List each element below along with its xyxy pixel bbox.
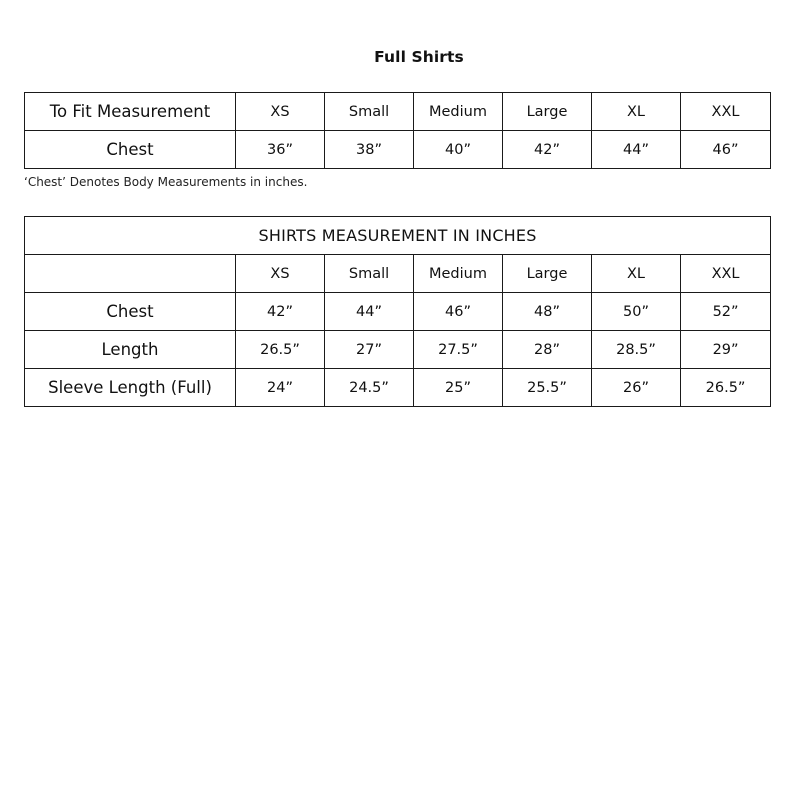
- caption-row: [25, 217, 771, 255]
- size-header-xl: XL: [592, 93, 681, 131]
- table-cell: 28.5”: [592, 331, 681, 369]
- shirt-measurement-table: [24, 216, 771, 407]
- fit-header-label: To Fit Measurement: [25, 93, 236, 131]
- empty-corner-cell: [25, 255, 236, 293]
- size-header-xxl: XXL: [681, 93, 771, 131]
- size-header-xl: XL: [592, 255, 681, 293]
- table-cell: 26”: [592, 369, 681, 407]
- sleeve-length-row: [25, 369, 771, 407]
- size-header-xxl: XXL: [681, 255, 771, 293]
- chest-row: [25, 293, 771, 331]
- table-cell: 46”: [414, 293, 503, 331]
- page-title: Full Shirts: [374, 48, 464, 66]
- table-cell: 42”: [503, 131, 592, 169]
- size-header-large: Large: [503, 255, 592, 293]
- fit-header-row: [25, 93, 771, 131]
- table-cell: 40”: [414, 131, 503, 169]
- table-cell: 24.5”: [325, 369, 414, 407]
- table-cell: 48”: [503, 293, 592, 331]
- table-caption: SHIRTS MEASUREMENT IN INCHES: [25, 217, 771, 255]
- fit-measurement-table: [24, 92, 771, 169]
- table-cell: 25”: [414, 369, 503, 407]
- table-cell: 26.5”: [681, 369, 771, 407]
- row-label: Length: [25, 331, 236, 369]
- table-cell: 27”: [325, 331, 414, 369]
- size-header-small: Small: [325, 255, 414, 293]
- size-header-large: Large: [503, 93, 592, 131]
- size-header-medium: Medium: [414, 255, 503, 293]
- table-cell: 36”: [236, 131, 325, 169]
- table-cell: 25.5”: [503, 369, 592, 407]
- size-header-medium: Medium: [414, 93, 503, 131]
- size-header-small: Small: [325, 93, 414, 131]
- table-cell: 24”: [236, 369, 325, 407]
- footnote: ‘Chest’ Denotes Body Measurements in inches.: [24, 175, 308, 189]
- table-cell: 50”: [592, 293, 681, 331]
- table-cell: 38”: [325, 131, 414, 169]
- size-header-xs: XS: [236, 93, 325, 131]
- table-cell: 29”: [681, 331, 771, 369]
- table-cell: 42”: [236, 293, 325, 331]
- table-cell: 44”: [592, 131, 681, 169]
- table-cell: 26.5”: [236, 331, 325, 369]
- row-label: Chest: [25, 131, 236, 169]
- size-header-xs: XS: [236, 255, 325, 293]
- length-row: [25, 331, 771, 369]
- fit-chest-row: [25, 131, 771, 169]
- table-cell: 44”: [325, 293, 414, 331]
- row-label: Chest: [25, 293, 236, 331]
- row-label: Sleeve Length (Full): [25, 369, 236, 407]
- table-cell: 52”: [681, 293, 771, 331]
- table-cell: 46”: [681, 131, 771, 169]
- table-cell: 28”: [503, 331, 592, 369]
- size-header-row: [25, 255, 771, 293]
- table-cell: 27.5”: [414, 331, 503, 369]
